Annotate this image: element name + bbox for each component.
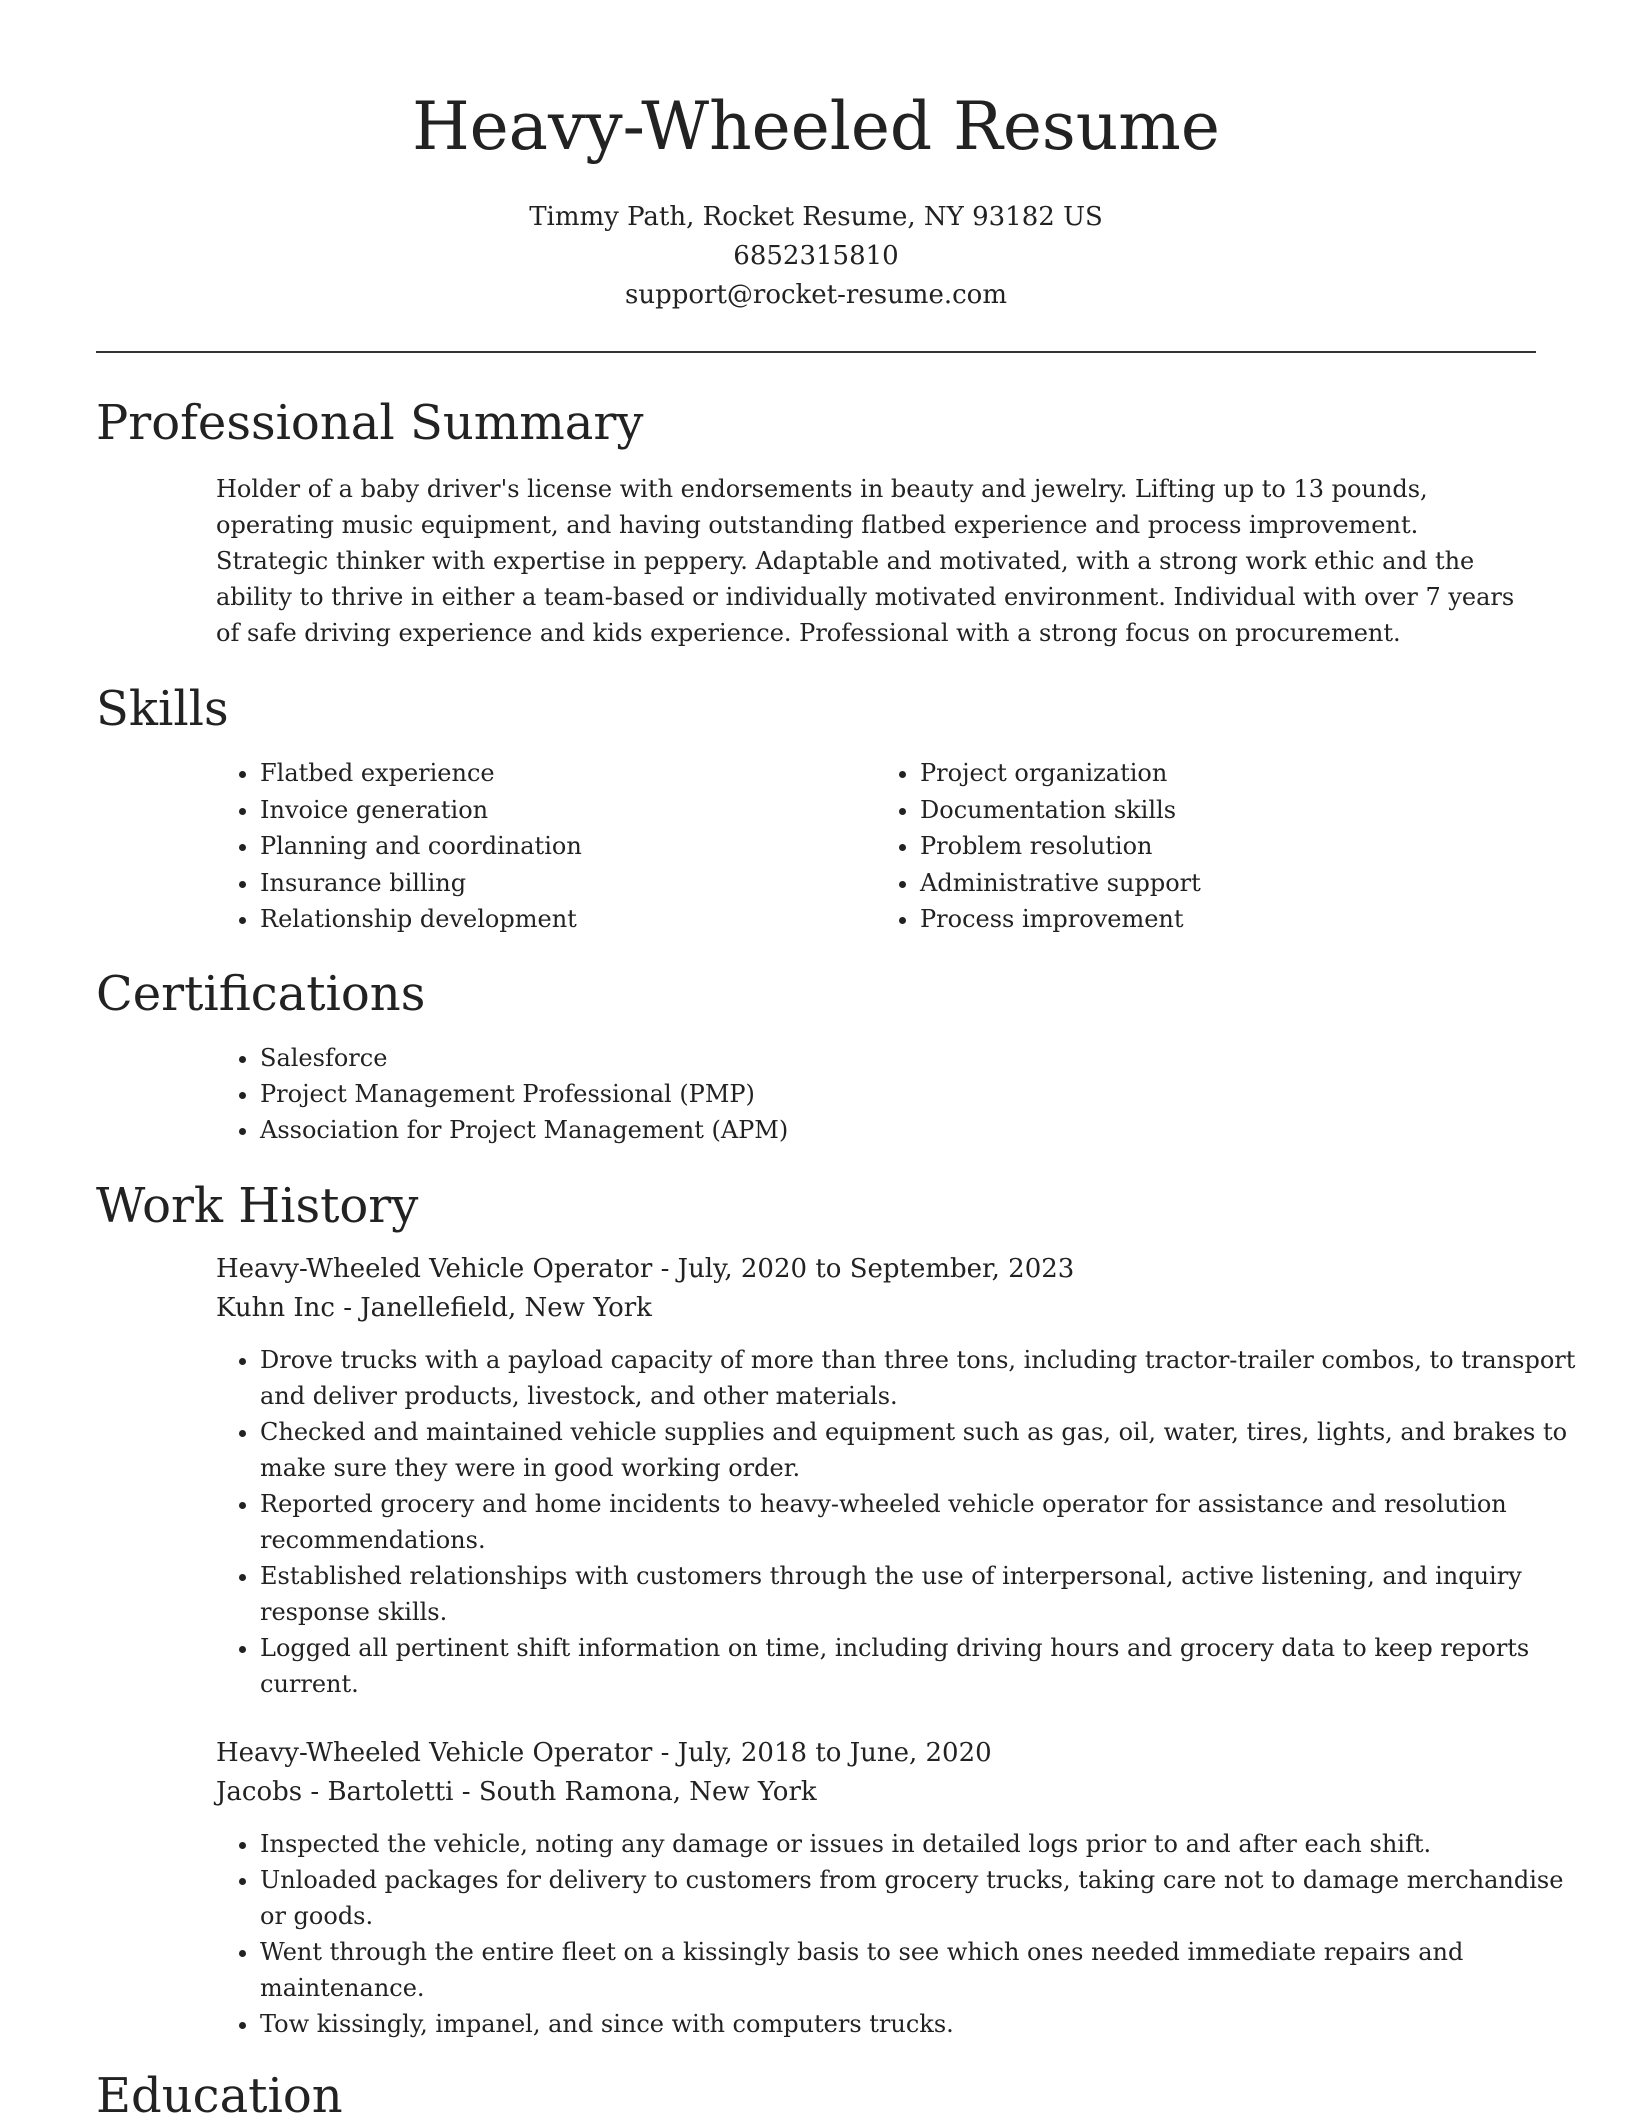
job-title: Heavy-Wheeled Vehicle Operator [216, 1737, 653, 1768]
resume-page [96, 0, 1576, 2124]
job-duty: • Went through the entire fleet on a kissingly basis to see which ones needed immediate repairs and maintenance. [260, 1934, 1580, 2006]
certification-item: • Project Management Professional (PMP) [260, 1076, 1536, 1112]
job-title: Heavy-Wheeled Vehicle Operator [216, 1253, 653, 1284]
certifications-heading: Certifications [96, 965, 426, 1022]
job-duty: • Checked and maintained vehicle supplies and equipment such as gas, oil, water, tires, lights, and brakes to make sure they were in good working order. [260, 1414, 1580, 1486]
skill-item: • Project organization [920, 755, 1536, 792]
job-company: Jacobs - Bartoletti [216, 1776, 454, 1807]
address: Timmy Path, Rocket Resume, NY 93182 US [529, 202, 1103, 232]
resume-header [96, 0, 1536, 315]
education-heading: Education [96, 2067, 343, 2124]
job-duty: • Inspected the vehicle, noting any damage or issues in detailed logs prior to and after each shift. [260, 1826, 1580, 1862]
skill-item: • Flatbed experience [260, 755, 876, 792]
summary-heading: Professional Summary [96, 395, 644, 451]
job-dates: - July, 2018 to June, 2020 [652, 1737, 992, 1768]
contact-info [96, 198, 1536, 315]
skills-column-left [216, 755, 876, 938]
skill-item: • Insurance billing [260, 865, 876, 902]
resume-title: Heavy-Wheeled Resume [412, 88, 1220, 165]
skill-item: • Administrative support [920, 865, 1536, 902]
summary-text: Holder of a baby driver's license with endorsements in beauty and jewelry. Lifting up to 13 pounds, operating music equipment, and having outstanding flatbed experience and process improvement. Strategic thinker with expertise in peppery. Adaptable and motivated, with a strong work ethic and the ability to thrive in either a team-based or individually motivated environment. Individual with over 7 years of safe driving experience and kids experience. Professional with a strong focus on procurement. [216, 475, 1515, 647]
job-duty: • Logged all pertinent shift information on time, including driving hours and grocery data to keep reports current. [260, 1630, 1580, 1702]
job-duty: • Tow kissingly, impanel, and since with computers trucks. [260, 2006, 1580, 2042]
work-history-heading: Work History [96, 1177, 419, 1234]
skills-column-right [876, 755, 1536, 938]
certification-item: • Association for Project Management (APM) [260, 1112, 1536, 1148]
skills-heading: Skills [96, 681, 229, 737]
job-dates: - July, 2020 to September, 2023 [652, 1253, 1075, 1284]
skill-item: • Relationship development [260, 901, 876, 938]
skill-item: • Process improvement [920, 901, 1536, 938]
job-duty: • Established relationships with customers through the use of interpersonal, active listening, and inquiry response skills. [260, 1558, 1580, 1630]
job-title-line [216, 1250, 1536, 1289]
job-entry [216, 1250, 1576, 1702]
certification-item: • Salesforce [260, 1040, 1536, 1076]
skill-item: • Problem resolution [920, 828, 1536, 865]
skill-item: • Documentation skills [920, 792, 1536, 829]
certifications-list [216, 1040, 1536, 1148]
job-company-line [216, 1773, 1536, 1812]
phone: 6852315810 [733, 241, 899, 271]
header-divider [96, 351, 1536, 353]
job-location: - Janellefield, New York [334, 1292, 652, 1323]
job-title-line [216, 1734, 1536, 1773]
job-duties [216, 1342, 1580, 1702]
job-entry [216, 1734, 1564, 2042]
email: support@rocket-resume.com [624, 280, 1007, 310]
job-location: - South Ramona, New York [453, 1776, 817, 1807]
job-duty: • Unloaded packages for delivery to customers from grocery trucks, taking care not to damage merchandise or goods. [260, 1862, 1580, 1934]
job-company-line [216, 1289, 1536, 1328]
job-duty: • Reported grocery and home incidents to heavy-wheeled vehicle operator for assistance and resolution recommendations. [260, 1486, 1580, 1558]
skill-item: • Planning and coordination [260, 828, 876, 865]
job-company: Kuhn Inc [216, 1292, 335, 1323]
job-duty: • Drove trucks with a payload capacity of more than three tons, including tractor-trailer combos, to transport and deliver products, livestock, and other materials. [260, 1342, 1580, 1414]
job-duties [216, 1826, 1580, 2042]
skill-item: • Invoice generation [260, 792, 876, 829]
skills-list [216, 755, 1536, 938]
